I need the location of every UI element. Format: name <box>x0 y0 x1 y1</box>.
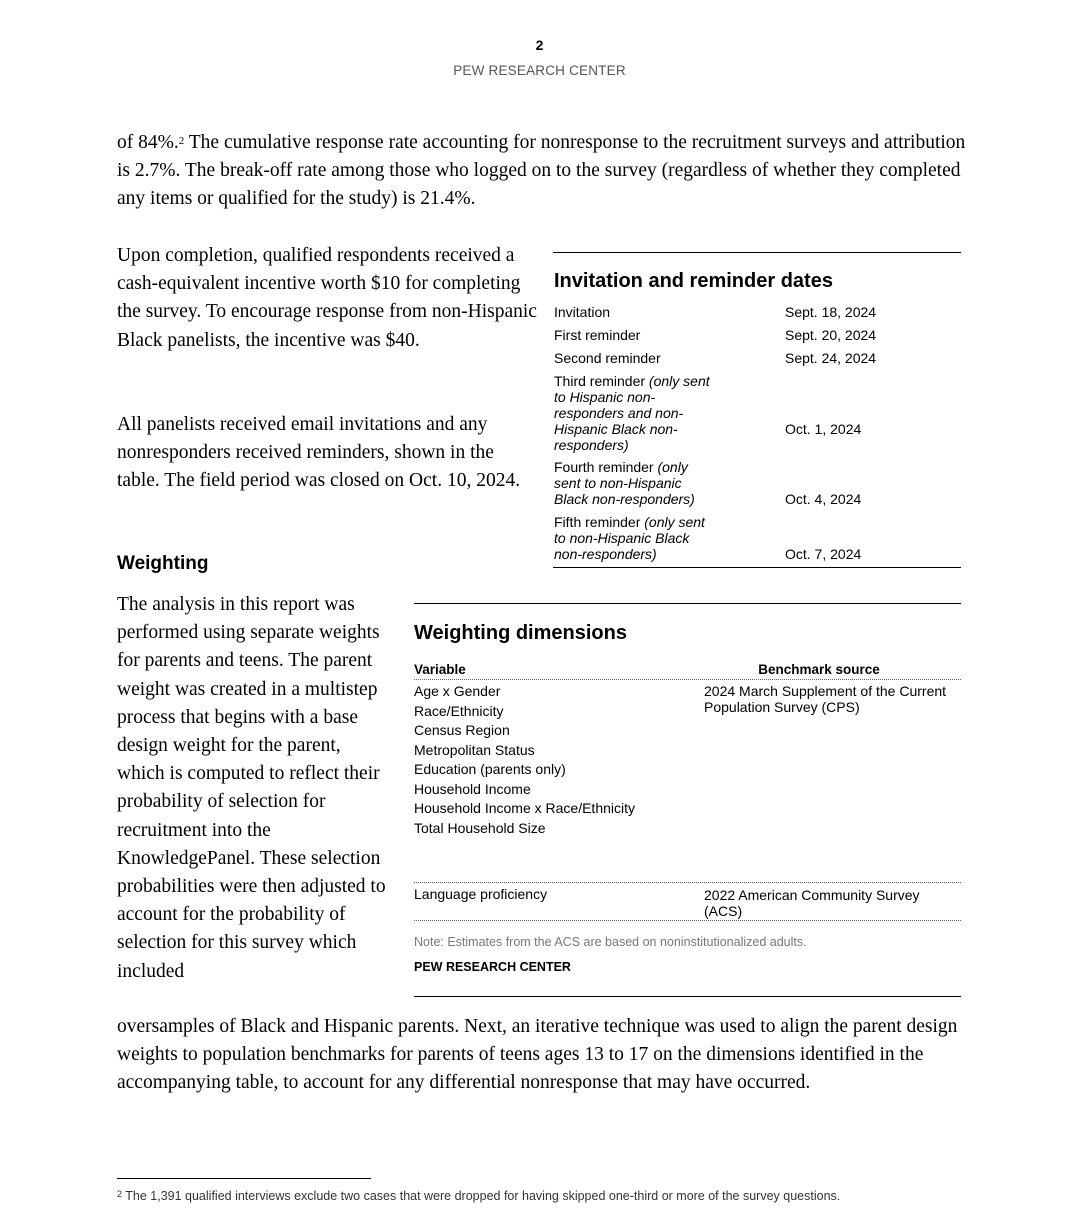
footnote-number: 2 <box>117 1189 123 1199</box>
row-date: Oct. 4, 2024 <box>785 491 862 507</box>
invitation-row <box>554 350 959 366</box>
invitation-row <box>554 459 959 507</box>
weighting-dimensions-table <box>414 603 961 997</box>
row-divider <box>414 920 961 921</box>
variable-item-language: Language proficiency <box>414 886 548 902</box>
paragraph-weighting: The analysis in this report was performed using separate weights for parents and teens. The parent weight was created in a multistep process that begins with a base design weight for the parent, which is computed to reflect their probability of selection for recruitment into the KnowledgePanel. These selection probabilities were then adjusted to account for the probability of selection for this survey which included <box>117 594 386 982</box>
variable-item: Race/Ethnicity <box>414 702 504 719</box>
row-label: Fifth reminder <box>554 514 645 530</box>
paragraph-weighting-continued: oversamples of Black and Hispanic parents. Next, an iterative technique was used to align the parent design weights to population benchmarks for parents of teens ages 13 to 17 on the dimensions identified in the accompanying table, to account for any differential nonresponse that may have occurred. <box>117 1016 958 1094</box>
weighting-table-title: Weighting dimensions <box>414 622 627 644</box>
footnote-divider <box>117 1178 371 1179</box>
benchmark-source-cps: 2024 March Supplement of the Current Population Survey (CPS) <box>704 683 947 715</box>
footnote-ref: 2 <box>178 135 185 147</box>
footnote <box>117 1189 840 1203</box>
invitation-row <box>554 304 959 320</box>
invitation-row <box>554 327 959 343</box>
row-note: (only sent to Hispanic non-responders and non-Hispanic Black non-responders) <box>554 373 710 453</box>
variable-item: Total Household Size <box>414 819 546 836</box>
row-label: Invitation <box>554 304 611 320</box>
row-date: Sept. 20, 2024 <box>785 327 877 343</box>
row-label: First reminder <box>554 327 641 343</box>
variable-item: Household Income x Race/Ethnicity <box>414 800 635 816</box>
paragraph-response-rate <box>117 129 967 214</box>
paragraph-invitations: All panelists received email invitations and any nonresponders received reminders, shown in the table. The field period was closed on Oct. 10, 2024. <box>117 414 521 492</box>
page-organization: PEW RESEARCH CENTER <box>453 63 626 78</box>
footnote-text: The 1,391 qualified interviews exclude two cases that were dropped for having skipped one-third or more of the survey questions. <box>122 1189 841 1203</box>
invitation-table-title: Invitation and reminder dates <box>554 270 833 292</box>
variable-item: Household Income <box>414 780 531 797</box>
row-label: Fourth reminder <box>554 459 658 475</box>
paragraph-text: of 84%. <box>117 132 179 153</box>
row-label: Third reminder <box>554 373 649 389</box>
benchmark-source-acs: 2022 American Community Survey (ACS) <box>704 887 920 919</box>
column-header-variable: Variable <box>414 662 466 677</box>
table-note: Note: Estimates from the ACS are based on noninstitutionalized adults. <box>414 935 807 949</box>
row-divider <box>414 882 961 883</box>
weighting-heading: Weighting <box>117 553 209 574</box>
invitation-row <box>554 373 959 453</box>
paragraph-incentive: Upon completion, qualified respondents received a cash-equivalent incentive worth $10 for completing the survey. To encourage response from non-Hispanic Black panelists, the incentive was $40. <box>117 245 537 351</box>
row-date: Sept. 24, 2024 <box>785 350 877 366</box>
row-note: (only sent to non-Hispanic Black non-responders) <box>554 459 695 507</box>
variable-item: Census Region <box>414 722 510 738</box>
row-date: Oct. 7, 2024 <box>785 546 862 562</box>
invitation-dates-table <box>553 252 961 568</box>
paragraph-text: The cumulative response rate accounting for nonresponse to the recruitment surveys and attribution is 2.7%. The break-off rate among those who logged on to the survey (regardless of whether they completed any items or qualified for the study) is 21.4%. <box>117 132 966 210</box>
row-date: Sept. 18, 2024 <box>785 304 877 320</box>
column-header-source: Benchmark source <box>758 662 880 677</box>
page-number: 2 <box>535 37 544 53</box>
variable-item: Age x Gender <box>414 683 501 699</box>
invitation-row <box>554 514 959 562</box>
row-note: (only sent to non-Hispanic Black non-responders) <box>554 514 705 562</box>
row-date: Oct. 1, 2024 <box>785 421 862 437</box>
variable-list <box>414 682 635 838</box>
row-label: Second reminder <box>554 350 661 366</box>
table-credit: PEW RESEARCH CENTER <box>414 960 571 974</box>
variable-item: Education (parents only) <box>414 761 566 777</box>
table-header <box>414 662 961 680</box>
variable-item: Metropolitan Status <box>414 741 535 758</box>
